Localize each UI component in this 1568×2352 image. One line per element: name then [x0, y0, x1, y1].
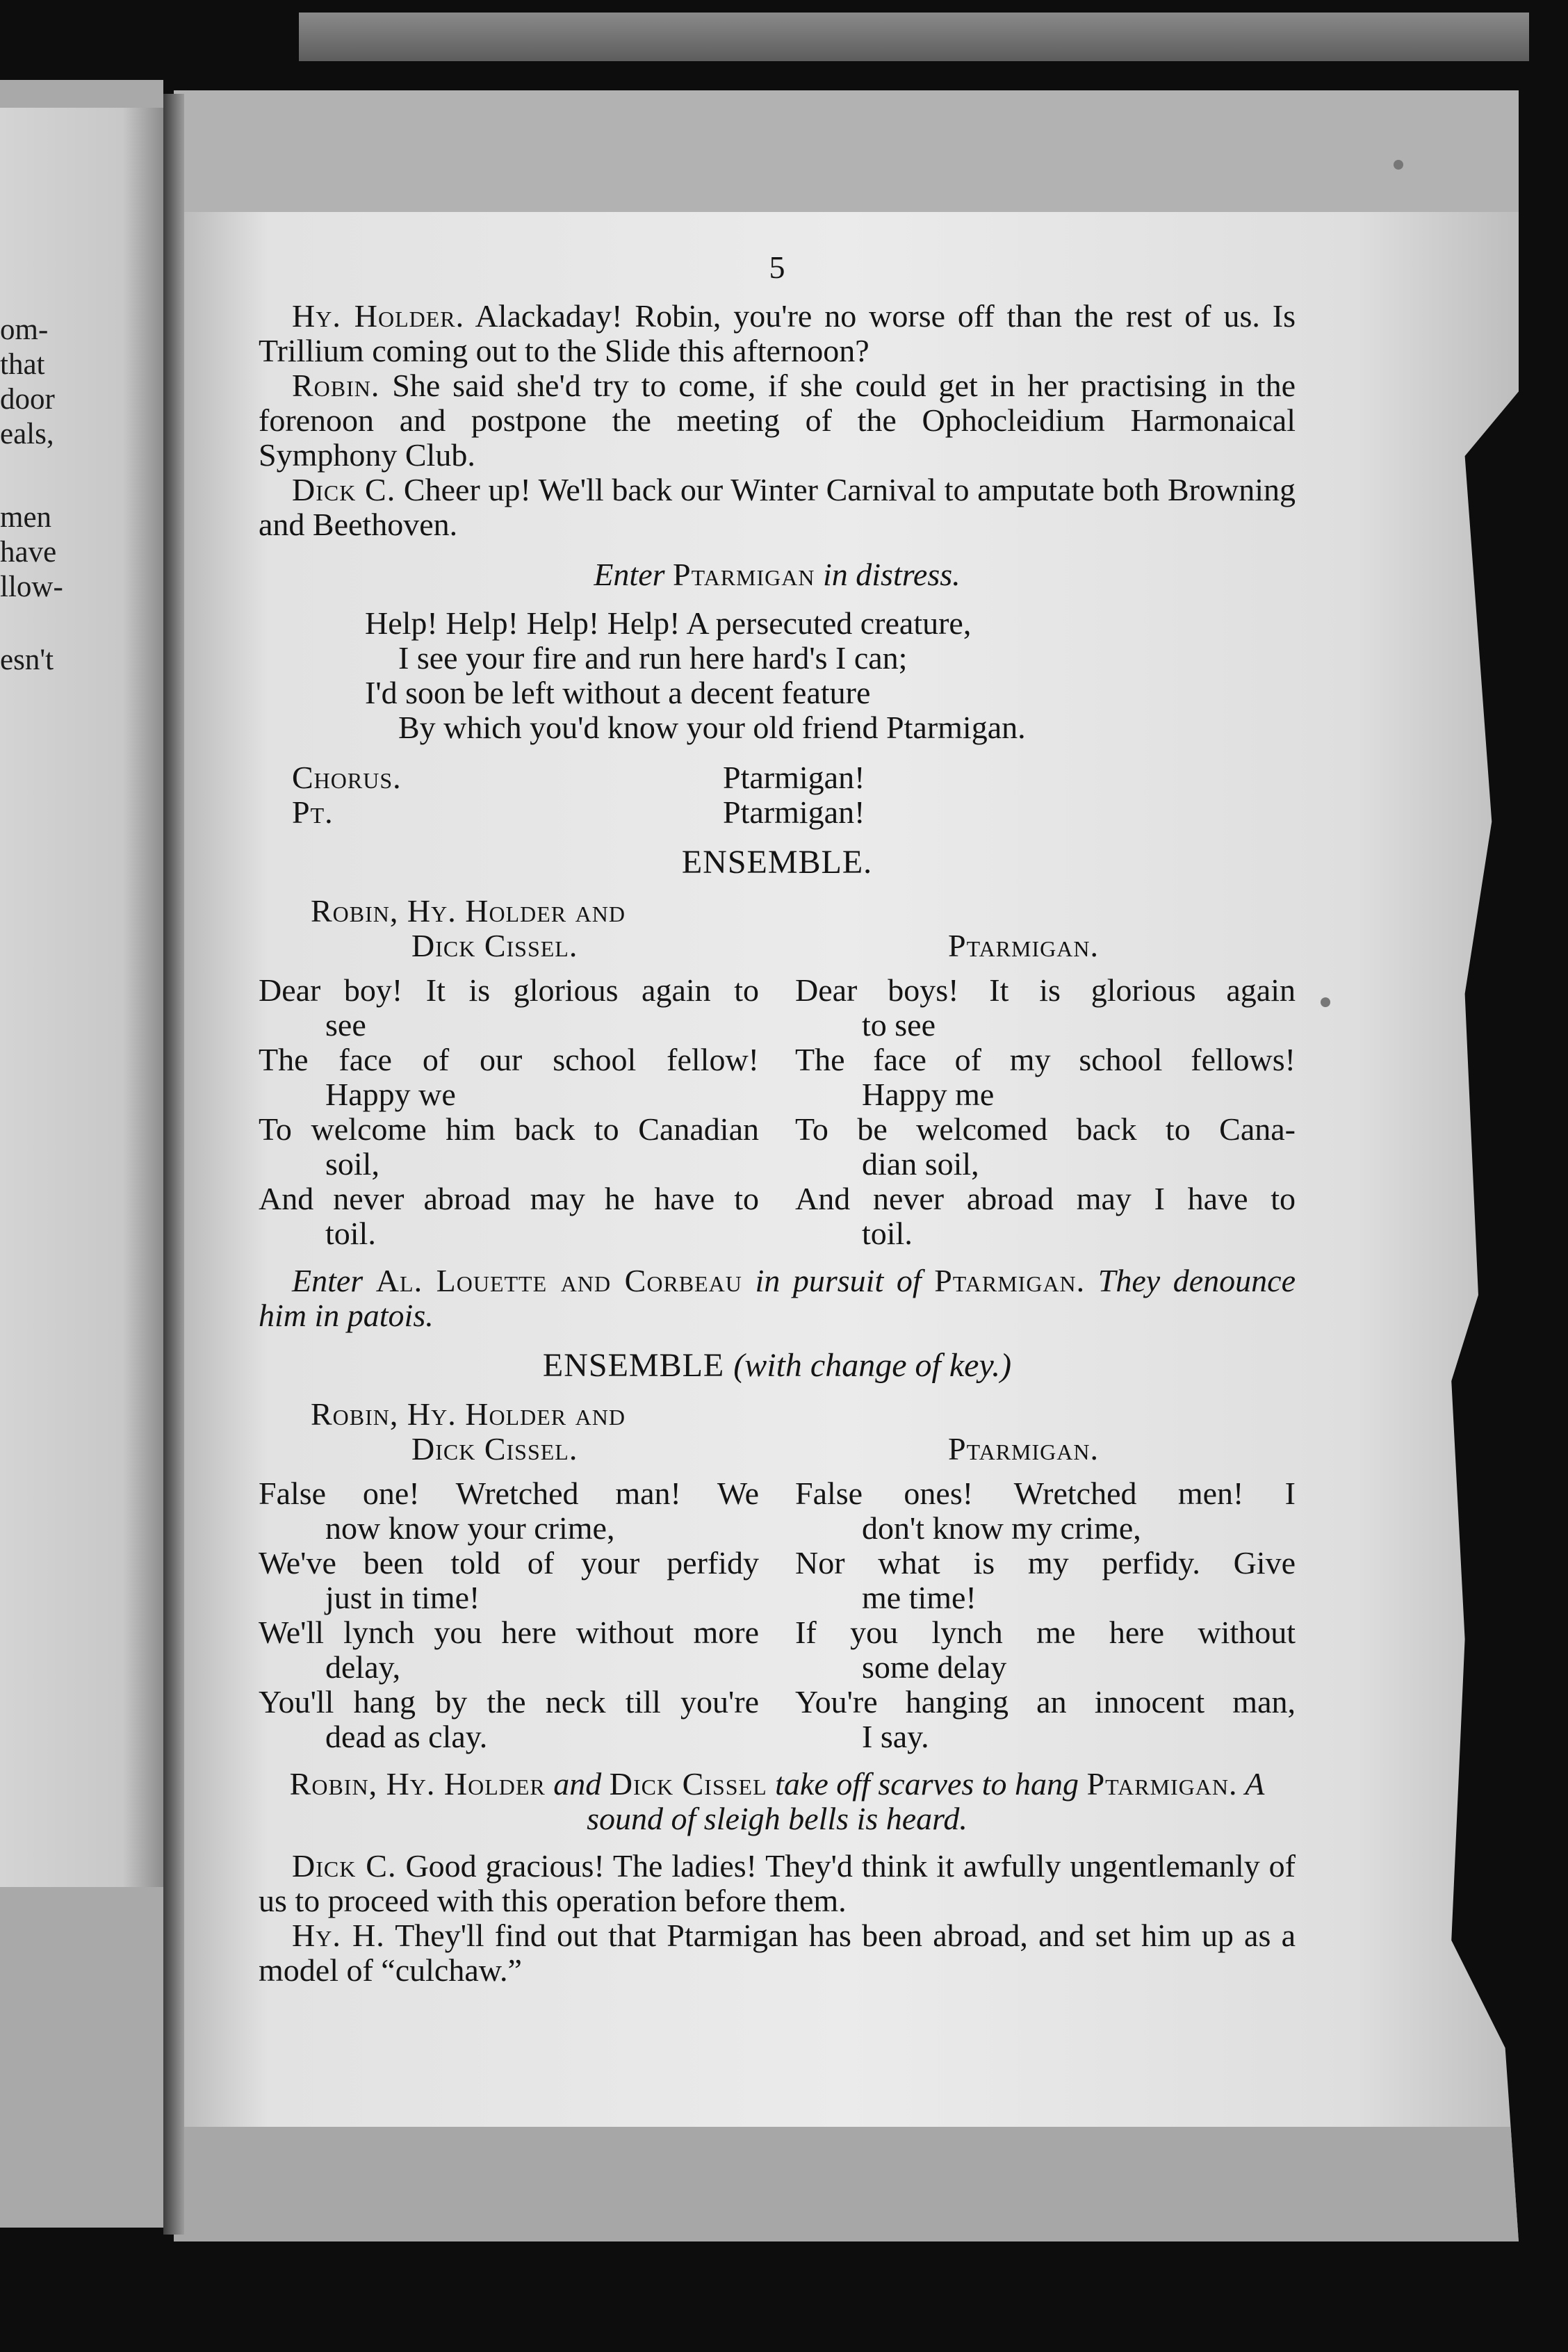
heading-line: Robin, Hy. Holder and — [311, 1396, 626, 1432]
left-fragment: men — [0, 501, 52, 534]
lyric-line: Dear boys! It is glorious again — [795, 972, 1296, 1008]
verse-line: I'd soon be left without a decent feature — [365, 675, 871, 710]
ensemble-title — [259, 1348, 1296, 1383]
stage-rest: They denounce him in patois. — [259, 1263, 1296, 1333]
speech — [259, 299, 1296, 368]
lyric-line: To welcome him back to Canadian — [259, 1111, 759, 1147]
page-number: 5 — [769, 250, 785, 285]
speech — [259, 473, 1296, 542]
binding-fold — [163, 94, 184, 2235]
lyric-cont: some delay — [862, 1649, 1007, 1685]
lyric-cont: just in time! — [325, 1580, 480, 1615]
column-heading — [259, 894, 759, 963]
ensemble-left-column — [259, 894, 759, 1251]
ensemble-title-text: ENSEMBLE — [542, 1347, 725, 1384]
lyric-line: You'll hang by the neck till you're — [259, 1684, 759, 1720]
left-fragment: door — [0, 383, 55, 416]
ensemble-subtitle: (with change of key.) — [733, 1347, 1012, 1384]
lyric-cont: dian soil, — [862, 1146, 979, 1182]
stage-enter: Enter — [292, 1263, 364, 1298]
ink-mark — [1321, 997, 1330, 1007]
heading-spacer — [795, 1397, 1296, 1432]
heading-spacer — [795, 894, 1296, 929]
stage-character: Ptarmigan — [673, 557, 815, 592]
page-top-shade — [174, 90, 1519, 212]
stage-direction — [259, 1767, 1296, 1836]
refrain-role: Chorus. — [292, 760, 402, 795]
lyric-cont: soil, — [325, 1146, 379, 1182]
lyric-cont: to see — [862, 1007, 936, 1043]
lyric-line: False one! Wretched man! We — [259, 1476, 759, 1511]
stage-enter: Enter — [594, 557, 665, 592]
refrain-row — [259, 795, 1296, 830]
left-fragment: om- — [0, 313, 49, 346]
ensemble-right-column — [795, 1397, 1296, 1754]
speech — [259, 368, 1296, 473]
heading-line: Dick Cissel. — [411, 928, 578, 963]
refrain-row — [259, 760, 1296, 795]
speech — [259, 1918, 1296, 1988]
lyric-line: The face of my school fellows! — [795, 1042, 1296, 1077]
lyric-cont: don't know my crime, — [862, 1510, 1141, 1546]
lyric-line: To be welcomed back to Cana- — [795, 1111, 1296, 1147]
lyric-cont: Happy we — [325, 1077, 456, 1112]
left-page-top-band — [0, 80, 163, 108]
lyric-line: We'll lynch you here without more — [259, 1615, 759, 1650]
lyric-line: The face of our school fellow! — [259, 1042, 759, 1077]
ensemble-columns — [259, 894, 1296, 1251]
heading-line: Ptarmigan. — [948, 928, 1099, 963]
lyric-cont: see — [325, 1007, 366, 1043]
refrain-role: Pt. — [292, 794, 334, 830]
speech-text: Good gracious! The ladies! They'd think it awfully ungentlemanly of us to proceed with this operation before them. — [259, 1848, 1296, 1918]
lyric-line: False ones! Wretched men! I — [795, 1476, 1296, 1511]
speaker: Robin. — [292, 368, 380, 403]
lyric-line: We've been told of your perfidy — [259, 1545, 759, 1581]
lyric-line: Dear boy! It is glorious again to — [259, 972, 759, 1008]
left-fragment: that — [0, 348, 45, 381]
verse-line: Help! Help! Help! Help! A persecuted creature, — [365, 605, 972, 641]
lyric-line: Nor what is my perfidy. Give — [795, 1545, 1296, 1581]
speech — [259, 1849, 1296, 1918]
ensemble-columns — [259, 1397, 1296, 1754]
column-heading — [795, 1397, 1296, 1467]
stage-action: take off scarves to hang — [775, 1766, 1079, 1802]
speech-text: Alackaday! Robin, you're no worse off than the rest of us. Is Trillium coming out to the Slide this afternoon? — [259, 298, 1296, 368]
speaker: Hy. Holder. — [292, 298, 465, 334]
speaker: Dick C. — [292, 472, 396, 507]
heading-line: Ptarmigan. — [948, 1431, 1099, 1467]
stage-character: Robin, Hy. Holder — [289, 1766, 546, 1802]
lyric-line: If you lynch me here without — [795, 1615, 1296, 1650]
stage-character: Ptarmigan. — [934, 1263, 1086, 1298]
lyric-cont: I say. — [862, 1719, 929, 1754]
speech-text: She said she'd try to come, if she could get in her practising in the forenoon and postpone the meeting of the Ophocleidium Harmonaical Symphony Club. — [259, 368, 1296, 473]
lyric-cont: toil. — [325, 1216, 376, 1251]
lyric-cont: now know your crime, — [325, 1510, 615, 1546]
stage-character: Al. Louette and Corbeau — [375, 1263, 742, 1298]
lyric-cont: me time! — [862, 1580, 977, 1615]
speech-text: Cheer up! We'll back our Winter Carnival to amputate both Browning and Beethoven. — [259, 472, 1296, 542]
stage-character: Dick Cissel — [609, 1766, 767, 1802]
song-verse — [365, 606, 1296, 745]
lyric-cont: delay, — [325, 1649, 401, 1685]
lyric-cont: dead as clay. — [325, 1719, 488, 1754]
lyric-line: And never abroad may I have to — [795, 1181, 1296, 1216]
stage-rest: in distress. — [823, 557, 961, 592]
column-heading — [795, 894, 1296, 963]
speaker: Hy. H. — [292, 1918, 385, 1953]
heading-line: Dick Cissel. — [411, 1431, 578, 1467]
lyric-cont: toil. — [862, 1216, 913, 1251]
ensemble-right-column — [795, 894, 1296, 1251]
stage-character: Ptarmigan. — [1086, 1766, 1238, 1802]
stage-and: and — [553, 1766, 602, 1802]
refrain-line: Ptarmigan! — [723, 760, 865, 795]
speech-text: They'll find out that Ptarmigan has been abroad, and set him up as a model of “culchaw.” — [259, 1918, 1296, 1988]
left-page-bottom-band — [0, 1887, 163, 2228]
ensemble-title: ENSEMBLE. — [681, 844, 873, 881]
left-fragment: eals, — [0, 418, 54, 450]
speaker: Dick C. — [292, 1848, 397, 1884]
page-bottom-shade — [174, 2127, 1519, 2241]
refrain — [259, 760, 1296, 830]
left-fragment: have — [0, 536, 57, 569]
left-facing-page — [0, 80, 163, 2228]
verse-line: By which you'd know your old friend Ptarmigan. — [398, 710, 1026, 745]
ink-mark — [1394, 160, 1403, 170]
left-fragment: llow- — [0, 571, 63, 603]
page-text — [259, 250, 1296, 1988]
stage-rest: A sound of sleigh bells is heard. — [587, 1766, 1265, 1836]
stage-direction — [259, 557, 1296, 592]
verse-line: I see your fire and run here hard's I can; — [398, 640, 908, 676]
left-fragment: esn't — [0, 644, 54, 676]
lyric-cont: Happy me — [862, 1077, 995, 1112]
ensemble-left-column — [259, 1397, 759, 1754]
lyric-line: You're hanging an innocent man, — [795, 1684, 1296, 1720]
scanner-edge-bar — [299, 13, 1529, 61]
stage-direction — [259, 1264, 1296, 1333]
heading-line: Robin, Hy. Holder and — [311, 893, 626, 929]
refrain-line: Ptarmigan! — [723, 794, 865, 830]
column-heading — [259, 1397, 759, 1467]
stage-mid: in pursuit of — [755, 1263, 922, 1298]
lyric-line: And never abroad may he have to — [259, 1181, 759, 1216]
